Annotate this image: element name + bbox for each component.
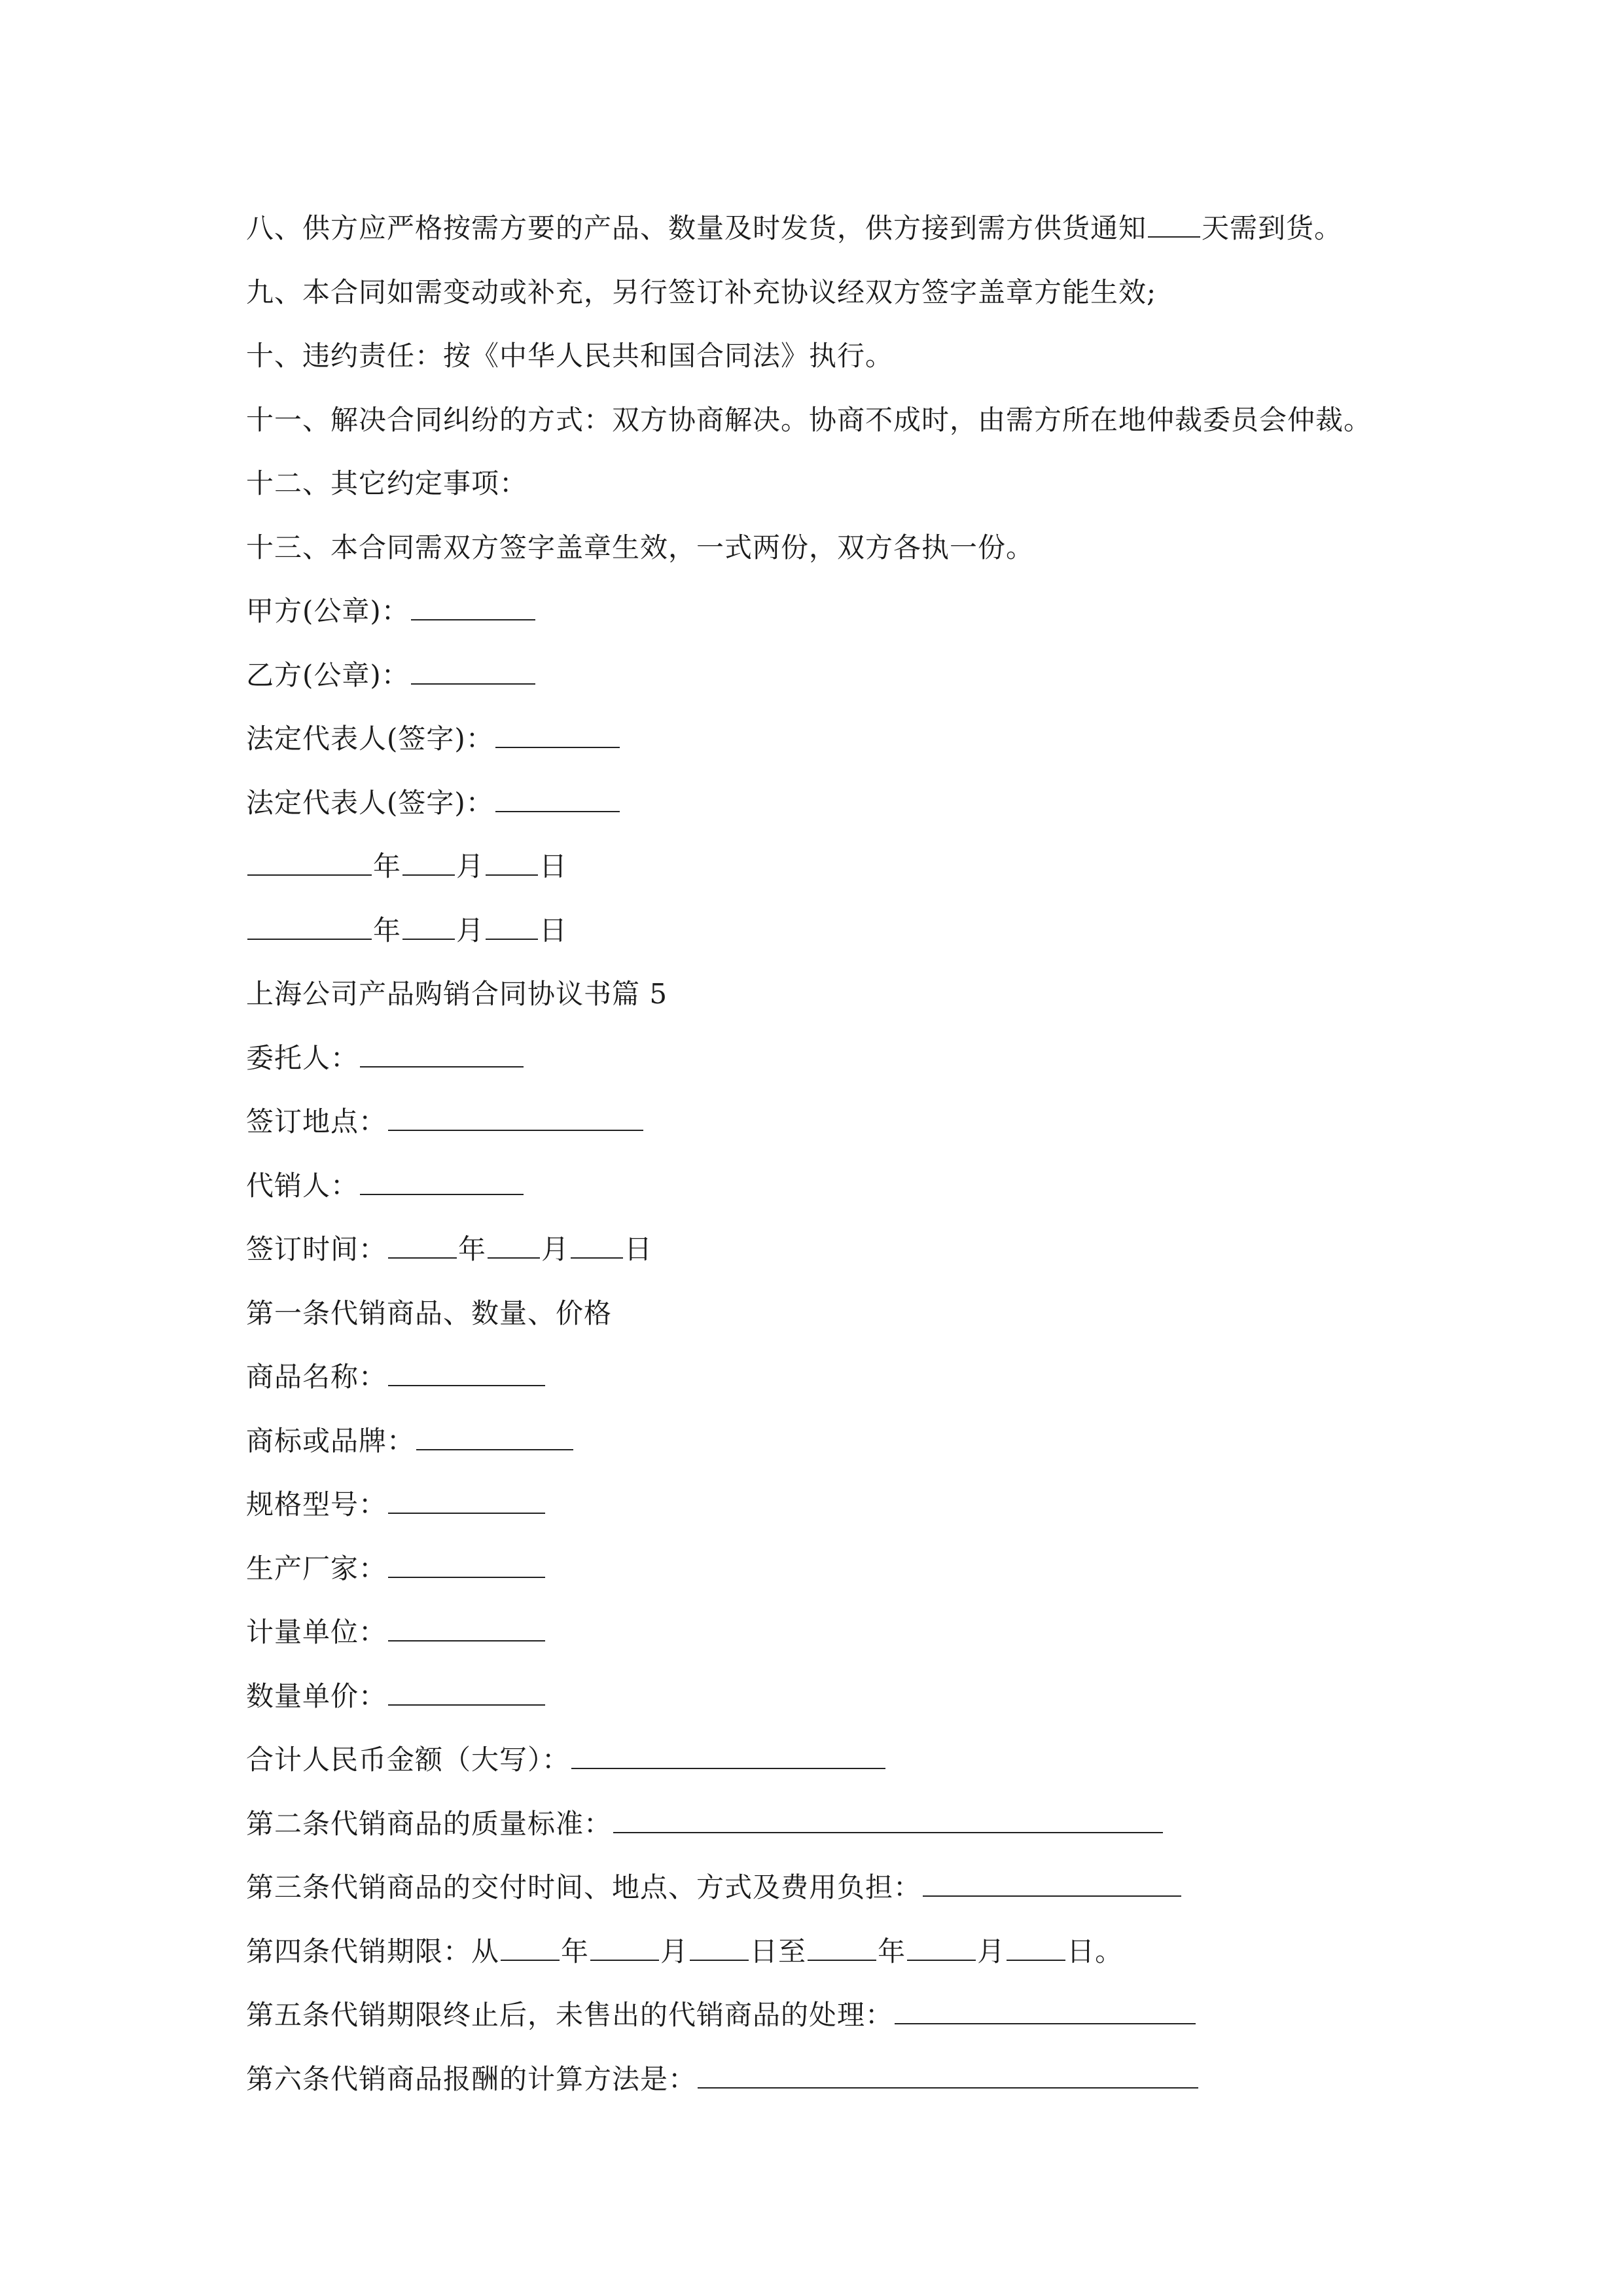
- clause-11: 十一、解决合同纠纷的方式：双方协商解决。协商不成时，由需方所在地仲裁委员会仲裁。: [246, 403, 1372, 436]
- section-title: 上海公司产品购销合同协议书篇 5: [246, 978, 668, 1010]
- to-month-blank[interactable]: [907, 1940, 976, 1961]
- quality-blank[interactable]: [613, 1812, 1163, 1833]
- place-line: 签订地点：: [246, 1090, 1424, 1154]
- product-name-line: 商品名称：: [246, 1345, 1424, 1409]
- remuneration-blank[interactable]: [698, 2068, 1198, 2089]
- rep-2-blank[interactable]: [495, 791, 620, 812]
- article-1: 第一条代销商品、数量、价格: [246, 1297, 613, 1329]
- unsold-blank[interactable]: [895, 2003, 1196, 2024]
- brand-line: 商标或品牌：: [246, 1409, 1424, 1473]
- day-blank[interactable]: [571, 1238, 623, 1259]
- article-6: 第六条代销商品报酬的计算方法是：: [246, 2047, 1424, 2111]
- day-blank[interactable]: [486, 855, 538, 876]
- place-blank[interactable]: [388, 1110, 643, 1131]
- month-blank[interactable]: [402, 919, 455, 940]
- to-year-blank[interactable]: [808, 1940, 876, 1961]
- agent-line: 代销人：: [246, 1154, 1424, 1218]
- principal-blank[interactable]: [360, 1047, 524, 1067]
- clause-13: 十三、本合同需双方签字盖章生效，一式两份，双方各执一份。: [246, 531, 1035, 564]
- clause-12: 十二、其它约定事项：: [246, 467, 528, 499]
- from-month-blank[interactable]: [590, 1940, 659, 1961]
- total-line: 合计人民币金额（大写）：: [246, 1728, 1424, 1792]
- clause-8: 八、供方应严格按需方要的产品、数量及时发货，供方接到需方供货通知 天需到货。: [246, 212, 1343, 244]
- article-5: 第五条代销期限终止后，未售出的代销商品的处理：: [246, 1983, 1424, 2047]
- principal-line: 委托人：: [246, 1026, 1424, 1090]
- month-blank[interactable]: [402, 855, 455, 876]
- article-4: 第四条代销期限：从 年 月 日至 年 月 日。: [246, 1935, 1124, 1967]
- party-b-blank[interactable]: [411, 664, 535, 685]
- sign-time-line: 签订时间： 年 月 日: [246, 1233, 653, 1265]
- rep-2-line: 法定代表人(签字)：: [246, 771, 1424, 835]
- month-blank[interactable]: [488, 1238, 540, 1259]
- date-line-1: 年 月 日: [246, 834, 1424, 899]
- article-3: 第三条代销商品的交付时间、地点、方式及费用负担：: [246, 1856, 1424, 1920]
- days-blank[interactable]: [1148, 217, 1200, 238]
- year-blank[interactable]: [247, 855, 372, 876]
- year-blank[interactable]: [388, 1238, 457, 1259]
- clause-10: 十、违约责任：按《中华人民共和国合同法》执行。: [246, 340, 894, 372]
- clause-9: 九、本合同如需变动或补充，另行签订补充协议经双方签字盖章方能生效;: [246, 276, 1157, 308]
- maker-blank[interactable]: [388, 1557, 545, 1578]
- year-blank[interactable]: [247, 919, 372, 940]
- document-page: [246, 196, 1424, 2111]
- to-day-blank[interactable]: [1007, 1940, 1065, 1961]
- from-day-blank[interactable]: [690, 1940, 749, 1961]
- brand-blank[interactable]: [416, 1429, 573, 1450]
- rep-1-blank[interactable]: [495, 727, 620, 748]
- spec-line: 规格型号：: [246, 1473, 1424, 1537]
- agent-blank[interactable]: [360, 1174, 524, 1195]
- party-a-blank[interactable]: [411, 600, 535, 620]
- qty-price-blank[interactable]: [388, 1685, 545, 1706]
- product-name-blank[interactable]: [388, 1365, 545, 1386]
- article-2: 第二条代销商品的质量标准：: [246, 1792, 1424, 1856]
- date-line-2: 年 月 日: [246, 899, 1424, 963]
- from-year-blank[interactable]: [501, 1940, 560, 1961]
- rep-1-line: 法定代表人(签字)：: [246, 707, 1424, 771]
- day-blank[interactable]: [486, 919, 538, 940]
- qty-price-line: 数量单价：: [246, 1664, 1424, 1729]
- party-b-line: 乙方(公章)：: [246, 643, 1424, 708]
- maker-line: 生产厂家：: [246, 1537, 1424, 1601]
- party-a-line: 甲方(公章)：: [246, 579, 1424, 643]
- unit-line: 计量单位：: [246, 1600, 1424, 1664]
- spec-blank[interactable]: [388, 1493, 545, 1514]
- unit-blank[interactable]: [388, 1621, 545, 1641]
- total-blank[interactable]: [571, 1748, 885, 1769]
- delivery-blank[interactable]: [923, 1876, 1181, 1897]
